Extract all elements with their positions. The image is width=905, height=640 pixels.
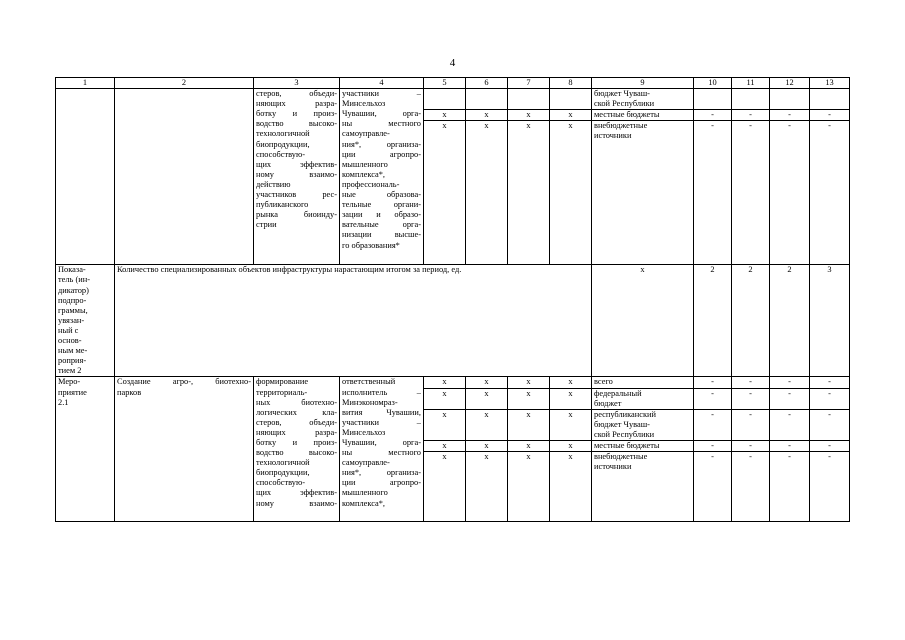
indicator-row: [56, 265, 850, 377]
cell-line: способствую-: [256, 478, 306, 488]
cell-value: 2: [770, 265, 810, 377]
cell-value: [732, 89, 770, 110]
cell-x: x: [466, 110, 508, 121]
cell-line: внебюджетные: [594, 121, 648, 131]
measure-name: [115, 377, 254, 522]
cell-x: x: [550, 110, 592, 121]
cell-line: ской Республики: [594, 99, 655, 109]
cell-value: -: [810, 409, 850, 440]
cell-x: x: [592, 265, 694, 377]
cell-line: ные образова-: [342, 190, 421, 200]
cell-x: [466, 89, 508, 110]
cell-x: x: [424, 452, 466, 522]
indicator-label: [56, 265, 115, 377]
cell-line: формирование: [256, 377, 309, 387]
cell-value: 2: [732, 265, 770, 377]
cell-x: x: [508, 388, 550, 409]
cell-description: [254, 89, 340, 265]
cell-line: Минсельхоз: [342, 427, 386, 437]
cell-line: местные бюджеты: [594, 110, 660, 120]
cell-source: [592, 377, 694, 388]
cell-x: x: [550, 377, 592, 388]
header-cell: 1: [56, 78, 115, 89]
cell-line: технологичной: [256, 129, 310, 139]
cell-line: ным ме-: [58, 346, 88, 356]
cell-value: -: [770, 377, 810, 388]
cell-source: [592, 409, 694, 440]
cell-x: [550, 89, 592, 110]
cell-x: [508, 89, 550, 110]
cell-x: [424, 89, 466, 110]
cell-value: -: [810, 110, 850, 121]
measure-label: [56, 377, 115, 522]
cell-line: ботку и произ-: [256, 109, 337, 119]
cell-line: вательные орга-: [342, 220, 421, 230]
cell-line: Меро-: [58, 377, 81, 387]
cell-line: действию: [256, 179, 291, 189]
cell-line: ния*, организа-: [342, 468, 421, 478]
cell-value: [810, 89, 850, 110]
cell-line: мышленного: [342, 488, 388, 498]
cell-x: x: [508, 121, 550, 265]
cell-x: x: [508, 110, 550, 121]
cell-x: x: [550, 121, 592, 265]
cell-line: республиканский: [594, 409, 656, 419]
header-cell: 5: [424, 78, 466, 89]
cell-line: исполнитель –: [342, 387, 421, 397]
cell-source: [592, 388, 694, 409]
cell-line: источники: [594, 462, 632, 472]
cell-line: роприя-: [58, 356, 87, 366]
cell-x: x: [508, 409, 550, 440]
header-cell: 12: [770, 78, 810, 89]
cell-line: биопродукции,: [256, 139, 310, 149]
cell-value: -: [770, 409, 810, 440]
cell-line: дикатор): [58, 285, 89, 295]
cell-value: -: [732, 388, 770, 409]
cell-empty: [56, 89, 115, 265]
cell-line: увязан-: [58, 315, 85, 325]
cell-x: x: [508, 452, 550, 522]
cell-value: -: [732, 377, 770, 388]
cell-x: x: [508, 440, 550, 451]
header-cell: 7: [508, 78, 550, 89]
cell-line: всего: [594, 377, 613, 387]
cell-x: x: [424, 440, 466, 451]
cell-value: 2: [694, 265, 732, 377]
cell-value: -: [810, 452, 850, 522]
cell-line: внебюджетные: [594, 452, 648, 462]
cell-value: -: [694, 440, 732, 451]
cell-line: Минсельхоз: [342, 99, 386, 109]
cell-line: способствую-: [256, 149, 306, 159]
page-number: 4: [449, 57, 456, 69]
cell-line: приятие: [58, 387, 87, 397]
cell-line: бюджет: [594, 398, 622, 408]
cell-line: Показа-: [58, 265, 86, 275]
cell-value: -: [732, 452, 770, 522]
cell-value: -: [770, 121, 810, 265]
cell-value: -: [694, 388, 732, 409]
cell-line: ных биотехно-: [256, 397, 337, 407]
cell-line: участников рес-: [256, 190, 337, 200]
cell-line: водство высоко-: [256, 119, 337, 129]
cell-value: -: [732, 409, 770, 440]
cell-value: -: [694, 452, 732, 522]
cell-line: бюджет Чуваш-: [594, 419, 650, 429]
cell-source: [592, 452, 694, 522]
cell-line: Чувашии, орга-: [342, 437, 421, 447]
cell-x: x: [466, 440, 508, 451]
cell-line: основ-: [58, 336, 82, 346]
cell-x: x: [466, 409, 508, 440]
cell-x: x: [466, 121, 508, 265]
cell-line: низации высше-: [342, 230, 421, 240]
header-cell: 6: [466, 78, 508, 89]
cell-line: комплекса*,: [342, 169, 386, 179]
cell-line: го образования*: [342, 240, 400, 250]
cell-line: местные бюджеты: [594, 440, 660, 450]
cell-x: x: [424, 121, 466, 265]
cell-line: ской Республики: [594, 429, 655, 439]
header-cell: 9: [592, 78, 694, 89]
cell-line: комплекса*,: [342, 498, 386, 508]
cell-value: -: [694, 377, 732, 388]
header-row: [56, 78, 850, 89]
cell-value: -: [770, 388, 810, 409]
cell-line: ции агропро-: [342, 149, 421, 159]
cell-x: x: [466, 377, 508, 388]
cell-value: 3: [810, 265, 850, 377]
cell-source: [592, 89, 694, 110]
cell-x: x: [424, 388, 466, 409]
header-cell: 8: [550, 78, 592, 89]
cell-value: -: [694, 121, 732, 265]
cell-line: ния*, организа-: [342, 139, 421, 149]
cell-value: -: [810, 121, 850, 265]
header-cell: 10: [694, 78, 732, 89]
cell-line: стеров, объеди-: [256, 417, 337, 427]
cell-line: зации и образо-: [342, 210, 421, 220]
cell-value: -: [732, 110, 770, 121]
cell-participants: [340, 89, 424, 265]
cell-x: x: [424, 377, 466, 388]
cell-line: самоуправле-: [342, 458, 390, 468]
cell-line: 2.1: [58, 397, 69, 407]
cell-value: -: [770, 452, 810, 522]
cell-line: вития Чувашии,: [342, 407, 421, 417]
cell-line: участники –: [342, 89, 421, 99]
cell-line: источники: [594, 131, 632, 141]
cell-line: самоуправле-: [342, 129, 390, 139]
cell-source: [592, 440, 694, 451]
cell-line: стрии: [256, 220, 277, 230]
cell-x: x: [550, 409, 592, 440]
cell-line: территориаль-: [256, 387, 308, 397]
cell-value: -: [732, 440, 770, 451]
cell-line: ботку и произ-: [256, 437, 337, 447]
cell-empty: [115, 89, 254, 265]
cell-line: Чувашии, орга-: [342, 109, 421, 119]
cell-line: бюджет Чуваш-: [594, 89, 650, 99]
cell-value: -: [694, 409, 732, 440]
cell-line: водство высоко-: [256, 448, 337, 458]
indicator-text: Количество специализированных объектов инфраструктуры нарастающим итогом за период, ед.: [115, 265, 592, 377]
cell-line: участники –: [342, 417, 421, 427]
cell-line: Создание агро-, биотехно-: [117, 377, 251, 387]
header-cell: 11: [732, 78, 770, 89]
cell-line: рынка биоинду-: [256, 210, 337, 220]
cell-value: -: [810, 388, 850, 409]
cell-line: няющих разра-: [256, 99, 337, 109]
cell-x: x: [424, 110, 466, 121]
cell-source: [592, 110, 694, 121]
cell-line: ответственный: [342, 377, 396, 387]
cell-line: технологичной: [256, 458, 310, 468]
cell-line: профессиональ-: [342, 179, 400, 189]
cell-line: тель (ин-: [58, 275, 91, 285]
cell-line: ны местного: [342, 448, 421, 458]
cell-line: ному взаимо-: [256, 498, 337, 508]
cell-x: x: [466, 452, 508, 522]
cell-value: [770, 89, 810, 110]
cell-line: ны местного: [342, 119, 421, 129]
table-row: [56, 89, 850, 110]
header-cell: 4: [340, 78, 424, 89]
program-table: [55, 77, 850, 522]
cell-line: публиканского: [256, 200, 309, 210]
cell-line: Минэкономраз-: [342, 397, 398, 407]
cell-line: ному взаимо-: [256, 169, 337, 179]
cell-line: тием 2: [58, 366, 82, 376]
cell-participants: [340, 377, 424, 522]
cell-x: x: [466, 388, 508, 409]
cell-line: ции агропро-: [342, 478, 421, 488]
cell-line: тельные органи-: [342, 200, 421, 210]
cell-line: стеров, объеди-: [256, 89, 337, 99]
cell-line: федеральный: [594, 388, 642, 398]
cell-line: логических кла-: [256, 407, 337, 417]
cell-value: -: [694, 110, 732, 121]
header-cell: 3: [254, 78, 340, 89]
cell-line: мышленного: [342, 159, 388, 169]
cell-line: ный с: [58, 325, 79, 335]
cell-line: граммы,: [58, 305, 88, 315]
cell-line: щих эффектив-: [256, 488, 337, 498]
cell-value: -: [810, 377, 850, 388]
cell-x: x: [424, 409, 466, 440]
cell-line: парков: [117, 387, 142, 397]
cell-value: -: [770, 110, 810, 121]
header-cell: 2: [115, 78, 254, 89]
cell-line: подпро-: [58, 295, 87, 305]
cell-x: x: [550, 452, 592, 522]
cell-x: x: [550, 440, 592, 451]
table-row: [56, 377, 850, 388]
cell-source: [592, 121, 694, 265]
cell-line: няющих разра-: [256, 427, 337, 437]
cell-value: -: [810, 440, 850, 451]
cell-value: -: [732, 121, 770, 265]
cell-line: щих эффектив-: [256, 159, 337, 169]
cell-x: x: [508, 377, 550, 388]
cell-value: -: [770, 440, 810, 451]
cell-value: [694, 89, 732, 110]
header-cell: 13: [810, 78, 850, 89]
cell-x: x: [550, 388, 592, 409]
cell-line: биопродукции,: [256, 468, 310, 478]
cell-description: [254, 377, 340, 522]
